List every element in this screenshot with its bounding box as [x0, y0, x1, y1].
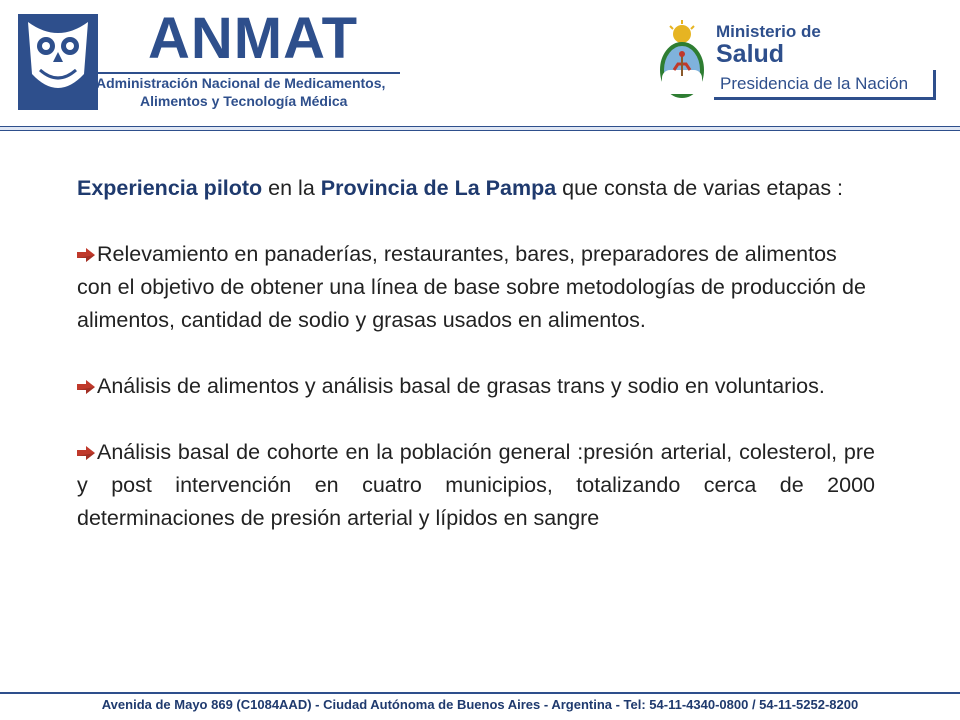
intro-paragraph — [77, 172, 877, 205]
intro-bold-2: Provincia de La Pampa — [320, 176, 557, 200]
footer-divider — [0, 692, 960, 694]
intro-text-1: en la — [262, 176, 321, 200]
red-arrow-bullet-icon — [77, 248, 95, 262]
anmat-divider — [92, 72, 400, 74]
bullet-item-1 — [77, 238, 877, 337]
intro-bold-1: Experiencia piloto — [77, 176, 263, 200]
ministry-salud: Salud — [716, 40, 785, 68]
anmat-subtitle-line1: Administración Nacional de Medicamentos, — [96, 75, 386, 91]
bullet-item-3 — [77, 436, 875, 535]
ministry-label: Ministerio de — [716, 22, 821, 41]
footer-address: Avenida de Mayo 869 (C1084AAD) - Ciudad Autónoma de Buenos Aires - Argentina - Tel: 54-11-4340-0800 / 54-11-5252-8200 — [101, 697, 859, 712]
ministry-block — [716, 22, 821, 69]
anmat-subtitle-line2: Alimentos y Tecnología Médica — [140, 93, 348, 109]
header — [0, 0, 960, 124]
argentina-coat-of-arms-icon — [654, 20, 710, 104]
intro-text-2: que consta de varias etapas : — [556, 176, 844, 200]
bullet-text-2: Análisis de alimentos y análisis basal de grasas trans y sodio en voluntarios. — [97, 374, 825, 398]
header-divider — [0, 126, 960, 131]
red-arrow-bullet-icon — [77, 446, 95, 460]
anmat-owl-logo — [18, 14, 98, 110]
red-arrow-bullet-icon — [77, 380, 95, 394]
bullet-item-2 — [77, 370, 877, 403]
bullet-text-1: Relevamiento en panaderías, restaurantes, bares, preparadores de alimentos con el objetivo de obtener una línea de base sobre metodologías de producción de alimentos, cantidad de sodio y grasas usados en alimentos. — [77, 242, 866, 332]
bullet-text-3: Análisis basal de cohorte en la población general :presión arterial, colesterol, pre y post intervención en cuatro municipios, totalizando cerca de 2000 determinaciones de presión arterial y lípidos en sangre — [77, 440, 875, 530]
presidencia-label: Presidencia de la Nación — [720, 74, 909, 93]
slide-content — [77, 172, 877, 535]
anmat-title: ANMAT — [148, 6, 359, 71]
